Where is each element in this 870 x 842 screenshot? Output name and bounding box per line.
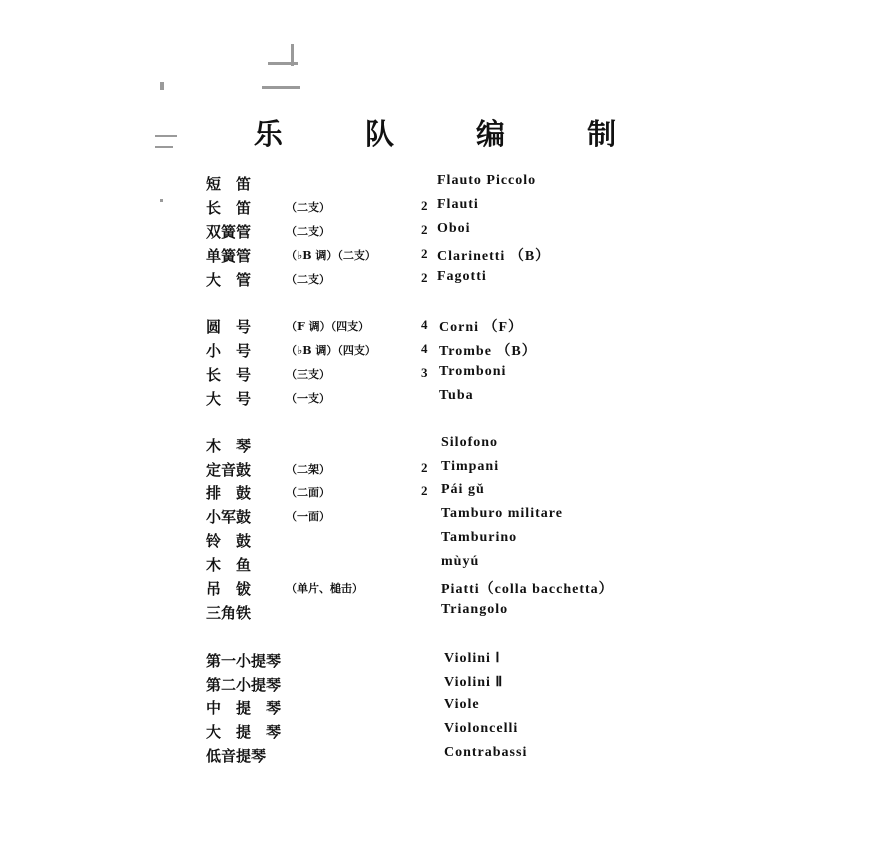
instrument-note: （二架） — [286, 463, 330, 476]
instrument-name-chinese: 木 鱼 — [206, 556, 252, 574]
instrument-name-chinese: 圆 号 — [206, 318, 252, 336]
instrument-row — [0, 197, 870, 219]
instrument-name-italian: Corni （F） — [439, 320, 524, 335]
instrument-name-chinese: 中 提 琴 — [206, 699, 282, 717]
instrument-name-chinese: 第一小提琴 — [206, 652, 282, 670]
instrument-count: 2 — [421, 483, 428, 498]
instrument-name-chinese: 小 号 — [206, 342, 252, 360]
instrument-row — [0, 173, 870, 195]
instrument-note: （三支） — [286, 368, 330, 381]
scan-speck — [160, 82, 164, 90]
instrument-name-chinese: 单簧管 — [206, 247, 252, 265]
instrument-name-italian: Oboi — [437, 221, 471, 236]
instrument-row — [0, 388, 870, 410]
scan-speck — [262, 86, 300, 89]
instrument-count: 2 — [421, 198, 428, 213]
instrument-name-italian: Tamburo militare — [441, 506, 563, 521]
instrument-count: 3 — [421, 365, 428, 380]
instrument-row — [0, 554, 870, 576]
instrument-name-italian: Flauto Piccolo — [437, 173, 537, 188]
instrument-name-italian: Flauti — [437, 197, 479, 212]
instrument-note: （二支） — [286, 273, 330, 286]
instrument-name-chinese: 吊 钹 — [206, 580, 252, 598]
instrument-row — [0, 459, 870, 481]
instrument-note: （一支） — [286, 392, 330, 405]
instrument-name-italian: Contrabassi — [444, 745, 528, 760]
instrument-row — [0, 674, 870, 696]
instrument-name-chinese: 第二小提琴 — [206, 676, 282, 694]
instrument-name-italian: Timpani — [441, 459, 500, 474]
instrument-name-chinese: 三角铁 — [206, 604, 252, 622]
instrument-name-chinese: 铃 鼓 — [206, 532, 252, 550]
instrument-row — [0, 745, 870, 767]
instrument-count: 2 — [421, 246, 428, 261]
instrument-name-chinese: 木 琴 — [206, 437, 252, 455]
scan-speck — [291, 44, 294, 66]
instrument-name-chinese: 大 号 — [206, 390, 252, 408]
instrument-name-chinese: 排 鼓 — [206, 484, 252, 502]
instrument-count: 2 — [421, 460, 428, 475]
instrument-name-italian: Viole — [444, 697, 480, 712]
instrument-row — [0, 316, 870, 338]
instrument-name-chinese: 双簧管 — [206, 223, 252, 241]
instrument-row — [0, 721, 870, 743]
instrument-row — [0, 364, 870, 386]
instrument-note: （♭B 调）（四支） — [286, 344, 376, 357]
instrument-row — [0, 245, 870, 267]
instrument-row — [0, 269, 870, 291]
instrument-note: （二支） — [286, 201, 330, 214]
instrument-name-chinese: 小军鼓 — [206, 508, 252, 526]
instrument-row — [0, 435, 870, 457]
instrument-note: （单片、槌击） — [286, 582, 363, 595]
instrument-name-italian: Piatti（colla bacchetta） — [441, 582, 614, 597]
instrument-count: 4 — [421, 341, 428, 356]
instrument-row — [0, 602, 870, 624]
instrument-count: 2 — [421, 222, 428, 237]
instrument-name-italian: Fagotti — [437, 269, 487, 284]
instrument-note: （一面） — [286, 510, 330, 523]
instrument-count: 4 — [421, 317, 428, 332]
instrument-row — [0, 697, 870, 719]
instrument-name-italian: Tromboni — [439, 364, 507, 379]
instrument-row — [0, 650, 870, 672]
instrument-name-chinese: 长 号 — [206, 366, 252, 384]
instrument-count: 2 — [421, 270, 428, 285]
instrument-name-chinese: 短 笛 — [206, 175, 252, 193]
instrument-note: （♭B 调）（二支） — [286, 249, 376, 262]
instrument-name-italian: Violini Ⅱ — [444, 675, 504, 690]
instrument-row — [0, 482, 870, 504]
instrument-name-italian: Triangolo — [441, 602, 509, 617]
instrument-name-italian: Clarinetti （B） — [437, 249, 551, 264]
instrument-row — [0, 340, 870, 362]
instrument-name-italian: Trombe （B） — [439, 344, 537, 359]
instrument-name-italian: Tamburino — [441, 530, 518, 545]
instrument-name-chinese: 低音提琴 — [206, 747, 267, 765]
instrument-name-italian: Tuba — [439, 388, 474, 403]
instrument-name-chinese: 大 管 — [206, 271, 252, 289]
instrument-note: （二面） — [286, 486, 330, 499]
instrument-name-chinese: 长 笛 — [206, 199, 252, 217]
instrument-note: （二支） — [286, 225, 330, 238]
instrument-row — [0, 506, 870, 528]
instrument-name-italian: Silofono — [441, 435, 499, 450]
instrument-name-italian: mùyú — [441, 554, 480, 569]
instrument-name-italian: Violoncelli — [444, 721, 519, 736]
instrument-name-chinese: 定音鼓 — [206, 461, 252, 479]
instrument-note: （F 调）（四支） — [286, 320, 370, 333]
instrument-name-italian: Violini Ⅰ — [444, 651, 501, 666]
instrument-row — [0, 221, 870, 243]
page-title: 乐 队 编 制 — [253, 117, 653, 151]
instrument-row — [0, 578, 870, 600]
instrument-row — [0, 530, 870, 552]
instrument-name-italian: Pái gǔ — [441, 482, 485, 497]
instrument-name-chinese: 大 提 琴 — [206, 723, 282, 741]
